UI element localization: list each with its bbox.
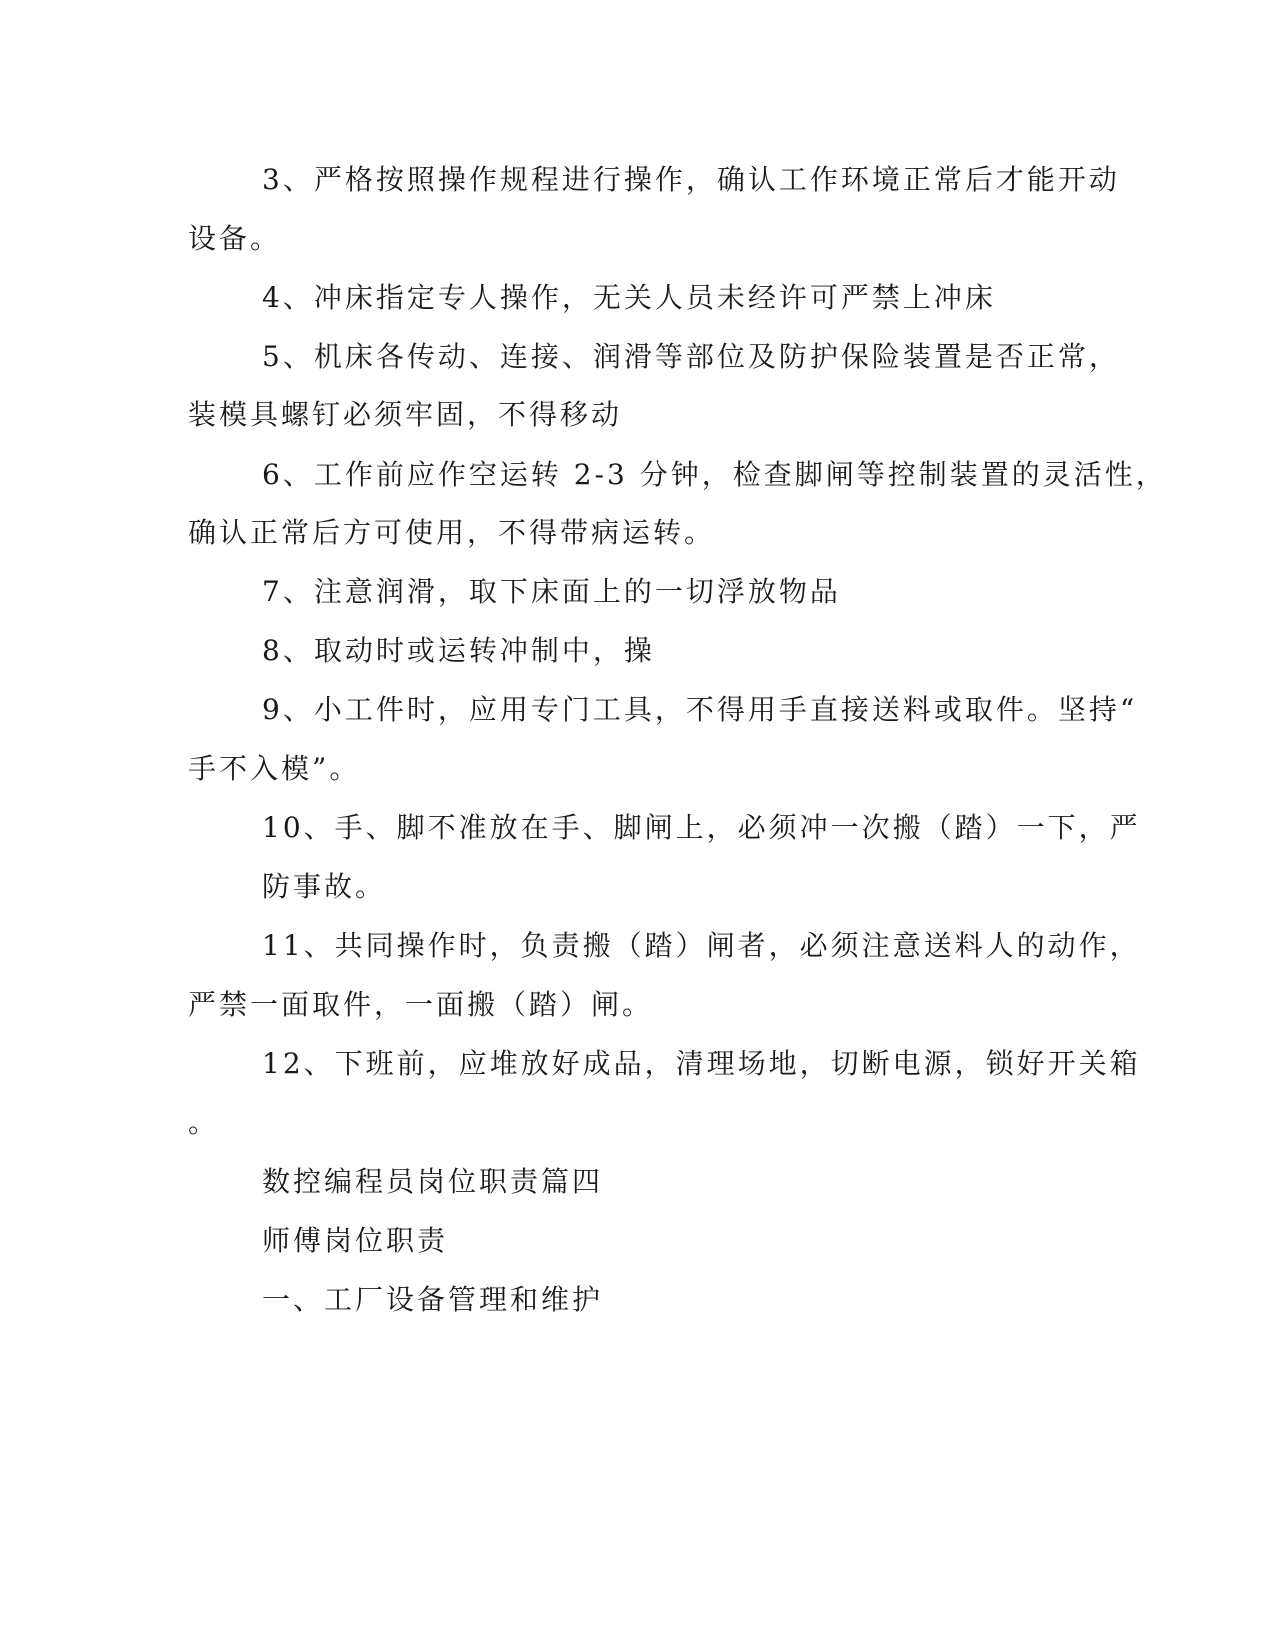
text-line: 设备。 xyxy=(188,222,282,255)
section-title: 数控编程员岗位职责篇四 xyxy=(262,1165,604,1198)
text-line: 10、手、脚不准放在手、脚闸上，必须冲一次搬（踏）一下，严 xyxy=(262,811,1141,844)
text-line: 8、取动时或运转冲制中，操 xyxy=(262,634,655,667)
text-line: 。 xyxy=(188,1106,220,1139)
section-heading: 一、工厂设备管理和维护 xyxy=(262,1283,604,1316)
text-line: 防事故。 xyxy=(262,870,387,903)
text-line: 5、机床各传动、连接、润滑等部位及防护保险装置是否正常， xyxy=(262,340,1120,373)
section-subtitle: 师傅岗位职责 xyxy=(262,1224,449,1257)
text-line: 9、小工件时，应用专门工具，不得用手直接送料或取件。坚持“ xyxy=(262,693,1138,726)
text-line: 严禁一面取件，一面搬（踏）闸。 xyxy=(188,988,654,1021)
text-line: 4、冲床指定专人操作，无关人员未经许可严禁上冲床 xyxy=(262,281,996,314)
text-line: 确认正常后方可使用，不得带病运转。 xyxy=(188,516,716,549)
text-line: 12、下班前，应堆放好成品，清理场地，切断电源，锁好开关箱 xyxy=(262,1047,1141,1080)
text-line: 7、注意润滑，取下床面上的一切浮放物品 xyxy=(262,575,841,608)
text-line: 装模具螺钉必须牢固，不得移动 xyxy=(188,398,623,431)
text-line: 11、共同操作时，负责搬（踏）闸者，必须注意送料人的动作， xyxy=(262,929,1141,962)
text-line: 3、严格按照操作规程进行操作，确认工作环境正常后才能开动 xyxy=(262,163,1120,196)
text-line: 6、工作前应作空运转 2-3 分钟，检查脚闸等控制装置的灵活性， xyxy=(262,458,1167,491)
text-line: 手不入模”。 xyxy=(188,752,361,785)
